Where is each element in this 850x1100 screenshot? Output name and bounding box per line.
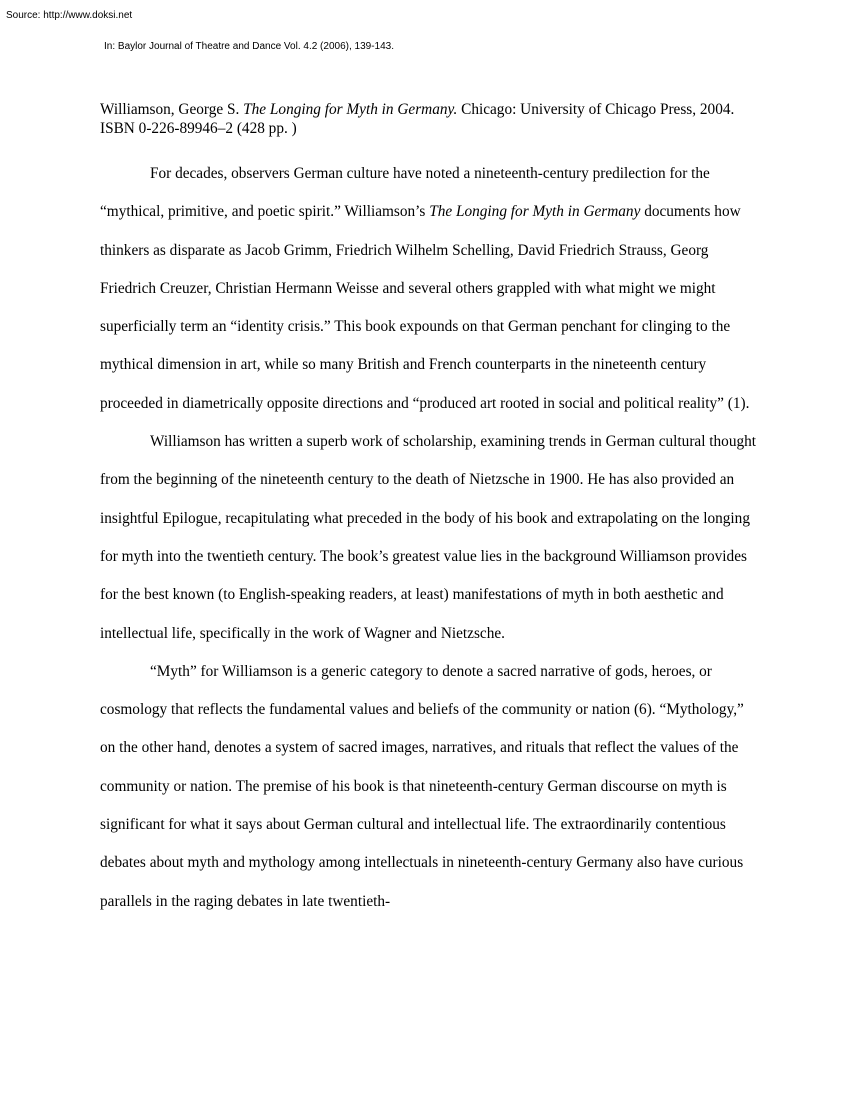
paragraph-1-text-a: For decades, observers German culture have noted a nineteenth-century predilection for the “mythical, primitive, and poetic spirit.” Williamson’s xyxy=(100,165,710,221)
journal-reference: In: Baylor Journal of Theatre and Dance Vol. 4.2 (2006), 139-143. xyxy=(104,41,394,52)
citation-publisher: Chicago: University of Chicago Press, 2004. ISBN 0-226-89946–2 (428 pp. ) xyxy=(100,101,735,137)
paragraph-1-book-title: The Longing for Myth in Germany xyxy=(429,203,641,221)
paragraph-1 xyxy=(100,155,760,423)
source-url: Source: http://www.doksi.net xyxy=(6,10,133,21)
citation-title: The Longing for Myth in Germany. xyxy=(243,101,458,118)
paragraph-3: “Myth” for Williamson is a generic category to denote a sacred narrative of gods, heroes, or cosmology that reflects the fundamental values and beliefs of the community or nation (6). “Mythology,” on the other hand, denotes a system of sacred images, narratives, and rituals that reflect the values of the community or nation. The premise of his book is that nineteenth-century German discourse on myth is significant for what it says about German cultural and intellectual life. The extraordinarily contentious debates about myth and mythology among intellectuals in nineteenth-century Germany also have curious parallels in the raging debates in late twentieth- xyxy=(100,662,744,910)
citation-author: Williamson, George S. xyxy=(100,101,240,118)
review-body xyxy=(100,100,760,921)
paragraph-1-text-b: documents how thinkers as disparate as Jacob Grimm, Friedrich Wilhelm Schelling, David Friedrich Strauss, Georg Friedrich Creuzer, Christian Hermann Weisse and several others grappled with what might we might superficially term an “identity crisis.” This book expounds on that German penchant for clinging to the mythical dimension in art, while so many British and French counterparts in the nineteenth century proceeded in diametrically opposite directions and “produced art rooted in social and political reality” (1). xyxy=(100,203,750,412)
paragraph-2: Williamson has written a superb work of scholarship, examining trends in German cultural thought from the beginning of the nineteenth century to the death of Nietzsche in 1900. He has also provided an insightful Epilogue, recapitulating what preceded in the body of his book and extrapolating on the longing for myth into the twentieth century. The book’s greatest value lies in the background Williamson provides for the best known (to English-speaking readers, at least) manifestations of myth in both aesthetic and intellectual life, specifically in the work of Wagner and Nietzsche. xyxy=(100,433,757,642)
book-citation xyxy=(100,100,760,138)
